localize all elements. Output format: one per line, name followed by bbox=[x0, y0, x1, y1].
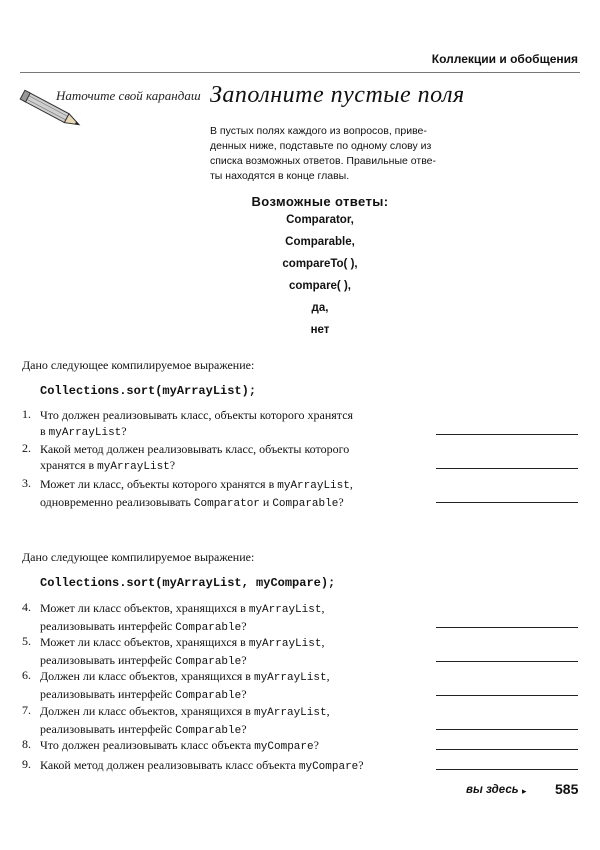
intro-line: списка возможных ответов. Правильные отве- bbox=[210, 155, 437, 167]
intro-line: денных ниже, подставьте по одному слову из bbox=[210, 140, 432, 152]
question-number: 7. bbox=[22, 703, 31, 717]
question-number: 5. bbox=[22, 634, 31, 648]
answer-option: нет bbox=[310, 324, 330, 336]
question-number: 6. bbox=[22, 668, 31, 682]
arrow-right-icon: ▸ bbox=[522, 786, 527, 796]
answer-option: compare( ), bbox=[289, 280, 351, 292]
exercise-intro bbox=[210, 124, 450, 184]
intro-line: В пустых полях каждого из вопросов, приве- bbox=[210, 125, 427, 137]
header-rule bbox=[20, 72, 580, 73]
question-text: Может ли класс, объекты которого хранятся в myArrayList, одновременно реализовывать Comparator и Comparable? bbox=[40, 477, 353, 510]
question-text: Какой метод должен реализовывать класс, объекты которого хранятся в myArrayList? bbox=[40, 442, 350, 473]
given-statement: Дано следующее компилируемое выражение: bbox=[22, 550, 255, 564]
question-text: Может ли класс объектов, хранящихся в myArrayList, реализовывать интерфейс Comparable? bbox=[40, 635, 325, 668]
intro-line: ты находятся в конце главы. bbox=[210, 170, 350, 182]
footer-you-are-here: вы здесь bbox=[466, 784, 519, 796]
question-text: Что должен реализовывать класс, объекты которого хранятся в myArrayList? bbox=[40, 408, 354, 439]
answers-title: Возможные ответы: bbox=[251, 194, 389, 209]
answer-blank[interactable] bbox=[436, 749, 578, 750]
question-number: 9. bbox=[22, 757, 31, 771]
question-number: 8. bbox=[22, 737, 31, 751]
question-number: 2. bbox=[22, 441, 31, 455]
answer-option: Comparator, bbox=[286, 214, 354, 226]
given-statement: Дано следующее компилируемое выражение: bbox=[22, 358, 255, 372]
question-text: Может ли класс объектов, хранящихся в myArrayList, реализовывать интерфейс Comparable? bbox=[40, 601, 325, 634]
answer-blank[interactable] bbox=[436, 502, 578, 503]
answer-option: compareTo( ), bbox=[282, 258, 358, 270]
exercise-title: Заполните пустые поля bbox=[210, 82, 465, 108]
chapter-title: Коллекции и обобщения bbox=[431, 52, 578, 66]
answer-blank[interactable] bbox=[436, 434, 578, 435]
code-statement: Collections.sort(myArrayList); bbox=[40, 384, 257, 398]
answer-blank[interactable] bbox=[436, 729, 578, 730]
answer-blank[interactable] bbox=[436, 468, 578, 469]
page-number: 585 bbox=[555, 781, 579, 797]
question-number: 1. bbox=[22, 407, 31, 421]
question-text: Какой метод должен реализовывать класс объекта myCompare? bbox=[40, 758, 364, 773]
pencil-label: Наточите свой карандаш bbox=[56, 88, 201, 103]
answer-blank[interactable] bbox=[436, 627, 578, 628]
answer-option: да, bbox=[311, 302, 329, 314]
question-number: 3. bbox=[22, 476, 31, 490]
answer-blank[interactable] bbox=[436, 769, 578, 770]
question-text: Должен ли класс объектов, хранящихся в myArrayList, реализовывать интерфейс Comparable? bbox=[40, 704, 330, 737]
answer-option: Comparable, bbox=[285, 236, 355, 248]
answer-blank[interactable] bbox=[436, 661, 578, 662]
question-number: 4. bbox=[22, 600, 31, 614]
question-text: Должен ли класс объектов, хранящихся в myArrayList, реализовывать интерфейс Comparable? bbox=[40, 669, 330, 702]
question-text: Что должен реализовывать класс объекта myCompare? bbox=[40, 738, 319, 753]
answer-blank[interactable] bbox=[436, 695, 578, 696]
code-statement: Collections.sort(myArrayList, myCompare); bbox=[40, 576, 336, 590]
